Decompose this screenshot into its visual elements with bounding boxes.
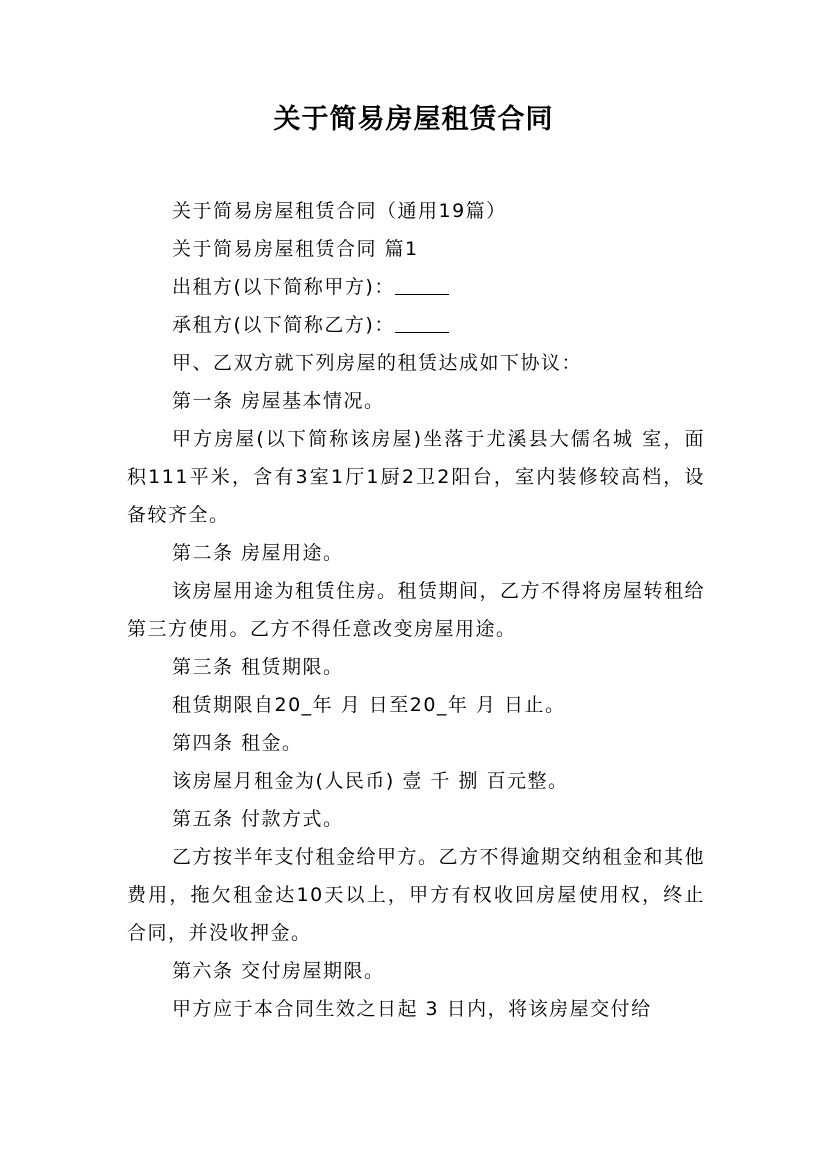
article-2-heading: 第二条 房屋用途。 bbox=[172, 542, 344, 564]
lessor-blank-line bbox=[395, 276, 449, 295]
document-title: 关于简易房屋租赁合同 bbox=[273, 104, 554, 135]
lessee-label: 承租方(以下简称乙方)： bbox=[172, 314, 395, 336]
article-6-heading: 第六条 交付房屋期限。 bbox=[172, 960, 385, 982]
article-4-body: 该房屋月租金为(人民币) 壹 千 捌 百元整。 bbox=[172, 770, 569, 792]
lessor-label: 出租方(以下简称甲方)： bbox=[172, 276, 395, 298]
article-1-heading: 第一条 房屋基本情况。 bbox=[172, 390, 385, 412]
article-3-heading: 第三条 租赁期限。 bbox=[172, 656, 344, 678]
article-5-heading: 第五条 付款方式。 bbox=[172, 808, 344, 830]
article-5-body: 乙方按半年支付租金给甲方。乙方不得逾期交纳租金和其他费用，拖欠租金达10天以上，甲方有权收回房屋使用权，终止合同，并没收押金。 bbox=[127, 846, 706, 944]
article-2-body: 该房屋用途为租赁住房。租赁期间，乙方不得将房屋转租给第三方使用。乙方不得任意改变房屋用途。 bbox=[127, 580, 706, 640]
paragraph-agreement-intro: 甲、乙双方就下列房屋的租赁达成如下协议： bbox=[172, 352, 583, 374]
paragraph-lessee bbox=[127, 306, 705, 344]
document-body bbox=[127, 192, 705, 1028]
paragraph-section-heading: 关于简易房屋租赁合同 篇1 bbox=[172, 238, 419, 260]
lessee-blank-line bbox=[395, 314, 449, 333]
paragraph-lessor bbox=[127, 268, 705, 306]
article-1-body: 甲方房屋(以下简称该房屋)坐落于尤溪县大儒名城 室，面积111平米，含有3室1厅1厨2卫2阳台，室内装修较高档，设备较齐全。 bbox=[127, 428, 705, 526]
paragraph-subtitle: 关于简易房屋租赁合同（通用19篇） bbox=[172, 200, 507, 222]
article-3-body: 租赁期限自20_年 月 日至20_年 月 日止。 bbox=[172, 694, 566, 716]
article-6-body: 甲方应于本合同生效之日起 3 日内，将该房屋交付给 bbox=[172, 998, 652, 1020]
article-4-heading: 第四条 租金。 bbox=[172, 732, 303, 754]
